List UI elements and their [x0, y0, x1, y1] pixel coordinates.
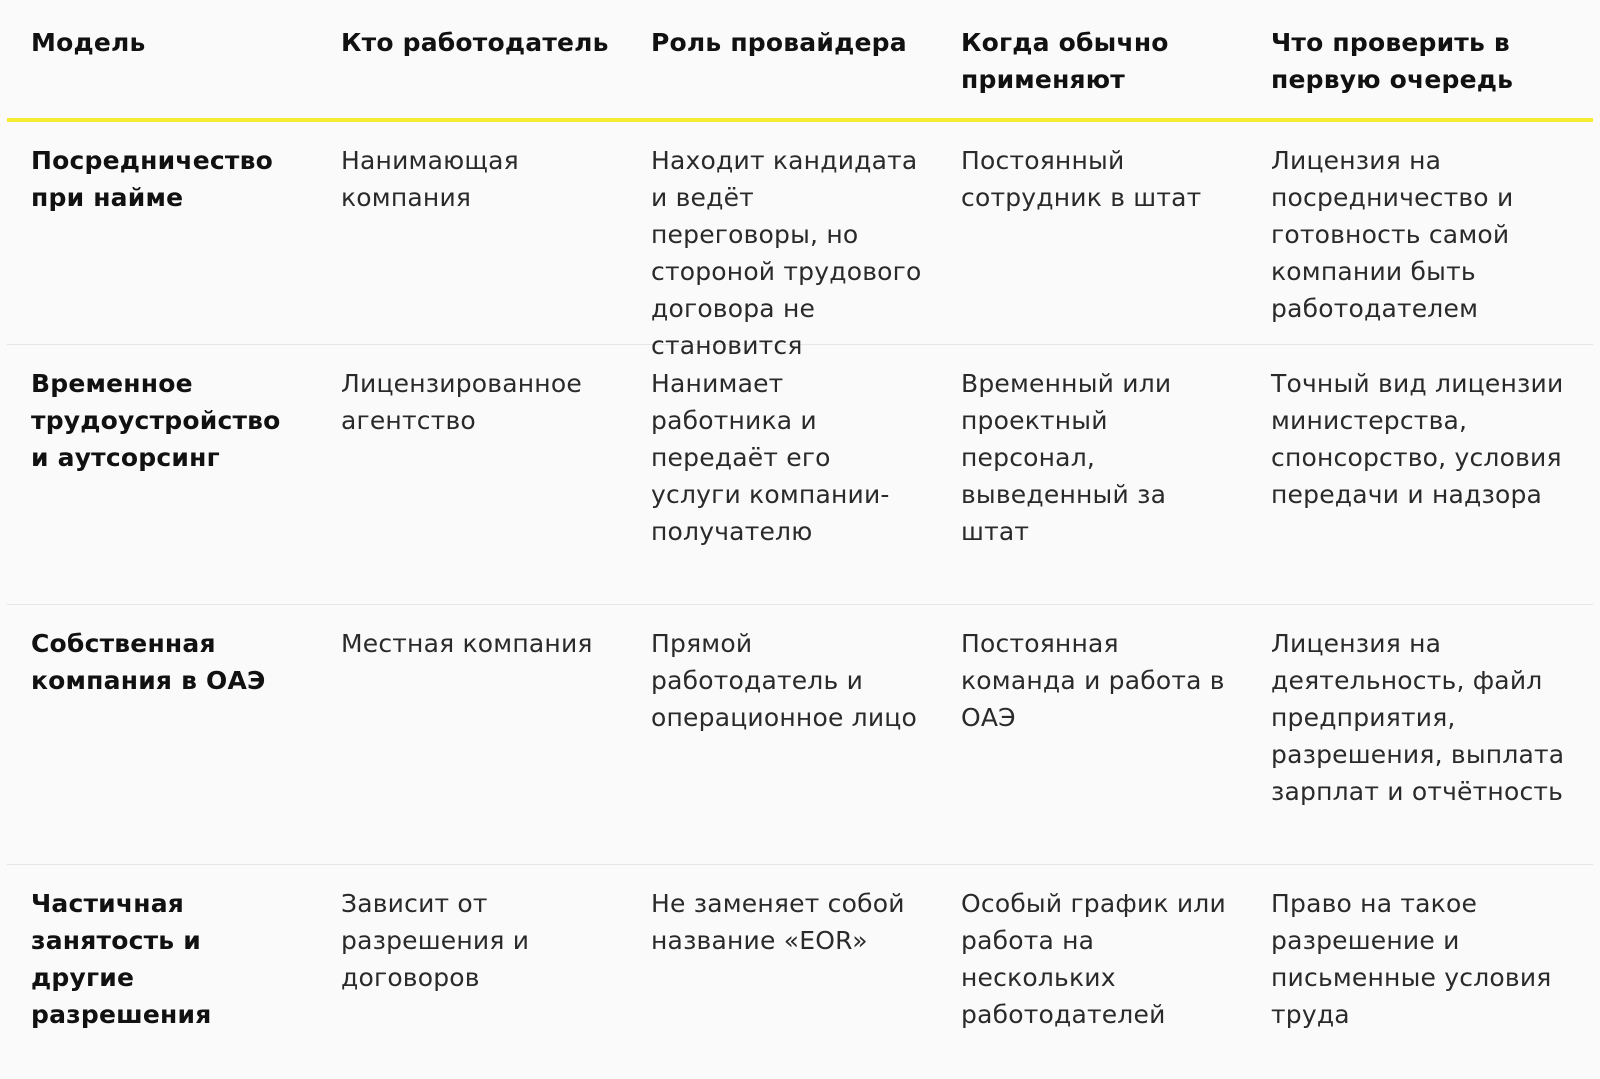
- cell-model: Частичная занятость и другие разрешения: [31, 889, 212, 1029]
- cell-when-used: Постоянная команда и работа в ОАЭ: [961, 629, 1225, 732]
- table-row: [7, 605, 1593, 865]
- cell-what-to-check: Лицензия на посредничество и готовность самой компании быть работодателем: [1271, 146, 1514, 323]
- cell-employer: Зависит от разрешения и договоров: [341, 889, 530, 992]
- cell-model: Посредничество при найме: [31, 146, 273, 212]
- header-when-used: Когда обычно применяют: [961, 28, 1169, 94]
- cell-provider-role: Прямой работодатель и операционное лицо: [651, 629, 918, 732]
- cell-what-to-check: Точный вид лицензии министерства, спонсорство, условия передачи и надзора: [1271, 369, 1564, 509]
- table-row: [7, 865, 1593, 1079]
- cell-model: Временное трудоустройство и аутсорсинг: [31, 369, 281, 472]
- cell-when-used: Особый график или работа на нескольких работодателей: [961, 889, 1226, 1029]
- header-employer: Кто работодатель: [341, 28, 609, 57]
- cell-employer: Местная компания: [341, 629, 593, 658]
- comparison-table: [7, 0, 1593, 1079]
- cell-what-to-check: Право на такое разрешение и письменные условия труда: [1271, 889, 1552, 1029]
- cell-employer: Лицензированное агентство: [341, 369, 582, 435]
- header-provider-role: Роль провайдера: [651, 28, 907, 57]
- cell-employer: Нанимающая компания: [341, 146, 519, 212]
- cell-model: Собственная компания в ОАЭ: [31, 629, 266, 695]
- table-row: [7, 345, 1593, 605]
- header-what-to-check: Что проверить в первую очередь: [1271, 28, 1514, 94]
- cell-provider-role: Не заменяет собой название «EOR»: [651, 889, 905, 955]
- header-model: Модель: [31, 28, 146, 57]
- table-row: [7, 122, 1593, 360]
- cell-provider-role: Находит кандидата и ведёт переговоры, но стороной трудового договора не становится: [651, 146, 922, 360]
- table-header-row: [7, 0, 1593, 122]
- cell-what-to-check: Лицензия на деятельность, файл предприятия, разрешения, выплата зарплат и отчётность: [1271, 629, 1565, 806]
- cell-when-used: Временный или проектный персонал, выведенный за штат: [961, 369, 1172, 546]
- cell-when-used: Постоянный сотрудник в штат: [961, 146, 1202, 212]
- cell-provider-role: Нанимает работника и передаёт его услуги компании-получателю: [651, 369, 890, 546]
